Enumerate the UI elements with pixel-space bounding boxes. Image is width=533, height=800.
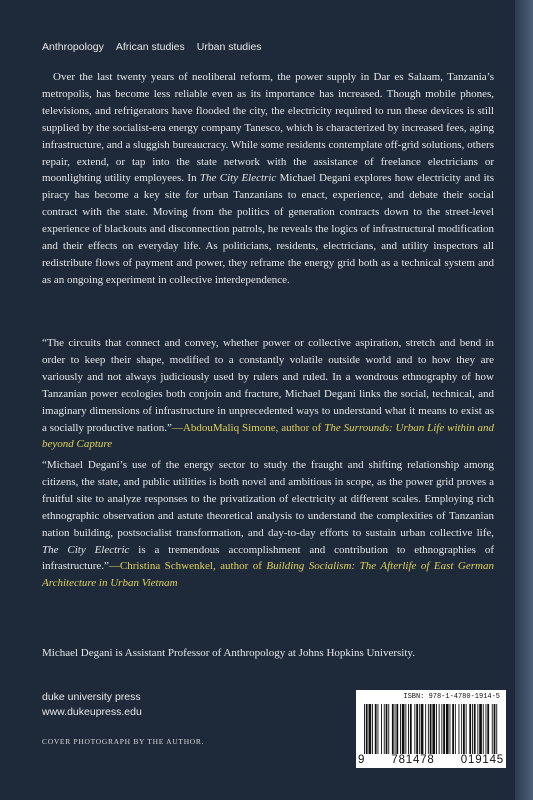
barcode-digit-group-right: 019145 [460, 754, 504, 766]
barcode-digits [358, 754, 504, 766]
barcode-digit-prefix: 9 [358, 754, 366, 766]
isbn-barcode [356, 690, 506, 768]
isbn-label: ISBN: 978-1-4780-1914-5 [403, 693, 500, 701]
endorsement-schwenkel [42, 457, 494, 592]
endorsement-simone-book: The Surrounds: Urban Life within and beyond Capture [42, 421, 494, 451]
description-part-2: Michael Degani explores how electricity and its piracy has become a key site for urban Tanzanians to enact, experience, and debate their social contract with the state. Moving from the politics of generation contracts down to the street-level experience of blackouts and disconnection patrols, he reveals the logics of infrastructural modification and their effects on everyday life. As politicians, residents, electricians, and utility inspectors all redistribute flows of payment and power, they reframe the energy grid both as a technical system and as an ongoing experiment in collective interdependence. [42, 172, 494, 286]
endorsement-simone-attribution: —AbdouMaliq Simone, author of [171, 421, 325, 434]
description-book-title: The City Electric [199, 172, 277, 185]
description-part-1: Over the last twenty years of neoliberal reform, the power supply in Dar es Salaam, Tanzania’s metropolis, has become less reliable even as its importance has increased. Though mobile phones, televisions, and refrigerators have flooded the city, the electricity required to run these devices is still supplied by the socialist-era energy company Tanesco, which is characterized by increased fees, aging infrastructure, and a sluggish bureaucracy. While some residents contemplate off-grid solutions, others repair, extend, or tap into the state network with the assistance of freelance electricians or moonlighting utility employees. In [42, 71, 494, 185]
publisher-name: duke university press [42, 691, 141, 703]
book-description [42, 69, 494, 289]
cover-edge-strip [515, 0, 533, 800]
category-african-studies: African studies [115, 41, 185, 53]
barcode-digit-group-left: 781478 [391, 754, 435, 766]
endorsement-schwenkel-attribution: —Christina Schwenkel, author of [108, 560, 267, 573]
endorsement-schwenkel-quote-1: “Michael Degani’s use of the energy sector to study the fraught and shifting relationship among citizens, the state, and public utilities is both novel and ambitious in scope, as the power grid proves a fruitful site to analyze responses to the privatization of electricity at different scales. Employing rich ethnographic observation and astute theoretical analysis to understand the complexities of Tanzanian nation building, postsocialist transformation, and day-to-day efforts to sustain urban collective life, [42, 459, 494, 539]
author-bio: Michael Degani is Assistant Professor of Anthropology at Johns Hopkins University. [42, 647, 415, 659]
category-anthropology: Anthropology [42, 41, 104, 53]
endorsement-simone-quote: “The circuits that connect and convey, whether power or collective aspiration, stretch and bend in order to keep their shape, modified to a constantly volatile outside world and to how they are variously and not always judiciously used by rulers and ruled. In a wondrous ethnography of how Tanzanian power ecologies both conjoin and fracture, Michael Degani links the social, technical, and imaginary dimensions of infrastructure in unprecedented ways to understand what it means to exist as a socially productive nation.” [42, 337, 494, 434]
photo-credit: COVER PHOTOGRAPH BY THE AUTHOR. [42, 737, 205, 746]
endorsement-simone [42, 335, 494, 453]
publisher-url: www.dukeupress.edu [42, 706, 142, 718]
subject-categories [42, 41, 262, 53]
publisher-block [42, 690, 142, 720]
category-urban-studies: Urban studies [196, 41, 262, 53]
endorsement-schwenkel-book-title: The City Electric [42, 543, 130, 556]
endorsement-schwenkel-quote-2: is a tremendous accomplishment and contribution to ethnographies of infrastructure.” [42, 543, 494, 573]
endorsement-schwenkel-book: Building Socialism: The Afterlife of East German Architecture in Urban Vietnam [42, 560, 494, 590]
barcode-bars [364, 704, 498, 754]
